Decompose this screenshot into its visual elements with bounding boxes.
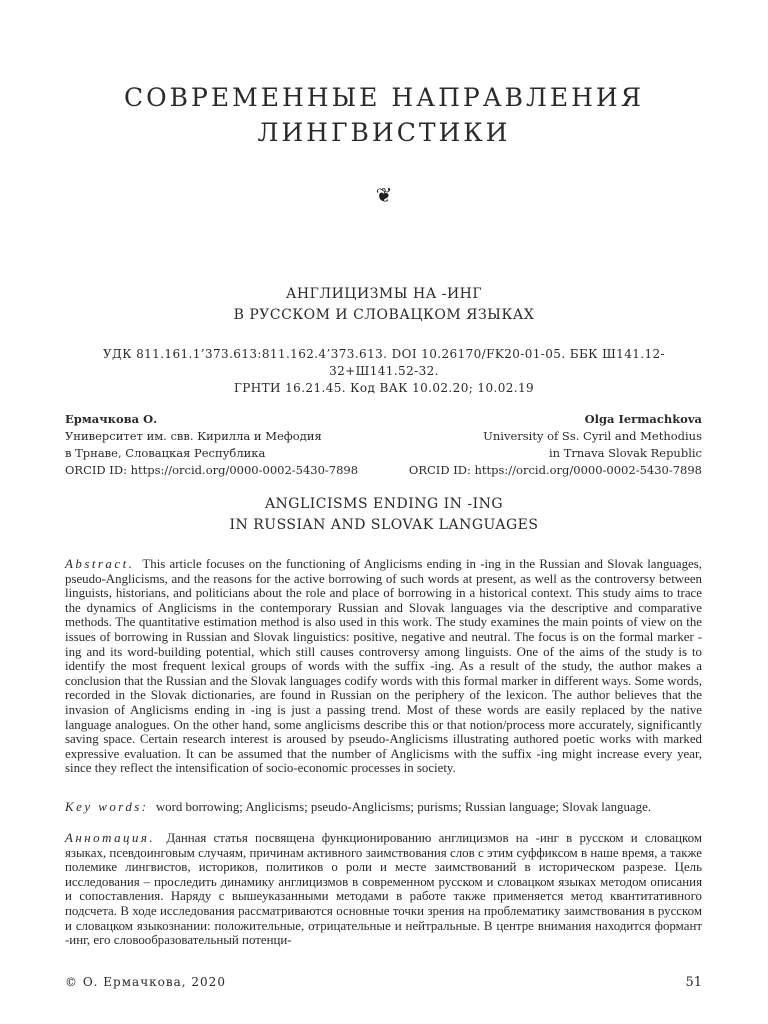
english-title-line-1: ANGLICISMS ENDING IN -ING (264, 496, 504, 512)
journal-title-line-2: ЛИНГВИСТИКИ (257, 118, 511, 147)
abstract-text: This article focuses on the functioning of Anglicisms ending in -ing in the Russian and Slovak languages, pseudo-Anglicisms, and the reasons for the active borrowing of such words at present, as well as the controversy between linguists, historians, and politicians about the role and place of borrowing in a historical context. This study aims to trace the dynamics of Anglicisms in the contemporary Russian and Slovak languages via the descriptive and comparative methods. The quantitative estimation method is also used in this work. The study examines the main points of view on the issues of borrowing in Russian and Slovak linguistics: positive, negative and neutral. The focus is on the formal marker -ing and its word-building potential, which still causes controversy among linguists. One of the aims of the study is to identify the most frequent lexical groups of words with the suffix -ing. As a result of the study, the author makes a conclusion that the Russian and the Slovak languages codify words with this formal marker in different ways. Some words, recorded in the Slovak dictionaries, are found in Russian on the periphery of the lexicon. The author believes that the invasion of Anglicisms ending in -ing is just a passing trend. Most of these words are easily replaced by the native language analogues. On the other hand, some anglicisms describe this or that notion/process more accurately, significantly saving space. Certain research interest is aroused by pseudo-Anglicisms illustrating authored poetic works with marked expressive evaluation. It can be assumed that the number of Anglicisms with the suffix -ing might increase every year, since they reflect the intensification of socio-economic processes in society. (65, 557, 702, 776)
journal-section-title (0, 80, 768, 150)
keywords-label: Key words: (65, 800, 149, 814)
english-title-line-2: IN RUSSIAN AND SLOVAK LANGUAGES (229, 517, 539, 533)
keywords-text: word borrowing; Anglicisms; pseudo-Anglicisms; purisms; Russian language; Slovak language. (155, 800, 652, 814)
abstract-label: Abstract. (65, 557, 135, 571)
author-orcid-en: ORCID ID: https://orcid.org/0000-0002-5430-7898 (408, 463, 702, 477)
classification-codes (64, 346, 704, 397)
annotation-paragraph (65, 831, 702, 948)
annotation-text: Данная статья посвящена функционированию англицизмов на -инг в русском и словацком языках, псевдоинговым случаям, причинам активного заимствования слов с этим суффиксом в наше время, а также полемике лингвистов, историков, политиков о роли и месте заимствований в историческом разрезе. Цель исследования – проследить динамику англицизмов в современном русском и словацком языках методом описания и сопоставления. Наряду с вышеуказанными методами в работе также применяется метод квантитативного подсчета. В ходе исследования рассматриваются основные точки зрения на проблематику заимствования в русском и словацком языкознании: положительные, отрицательные и нейтральные. В центре внимания находится формант -инг, его словообразовательный потенци- (65, 831, 702, 948)
codes-line-1: УДК 811.161.1’373.613:811.162.4’373.613. DOI 10.26170/FK20-01-05. ББК Ш141.12-32+Ш141.52-32. (102, 347, 666, 378)
author-orcid-ru: ORCID ID: https://orcid.org/0000-0002-5430-7898 (65, 463, 359, 477)
author-affiliation-ru-2: в Трнаве, Словацкая Республика (65, 446, 266, 460)
ornament-icon: ❦ (375, 183, 393, 207)
copyright-footer: © О. Ермачкова, 2020 (65, 975, 226, 989)
author-name-en: Olga Iermachkova (584, 412, 702, 426)
keywords-paragraph (65, 800, 702, 815)
english-title (0, 494, 768, 536)
author-info-en (400, 411, 702, 479)
author-affiliation-ru-1: Университет им. свв. Кирилла и Мефодия (65, 429, 322, 443)
article-title (0, 284, 768, 326)
author-affiliation-en-2: in Trnava Slovak Republic (548, 446, 702, 460)
codes-line-2: ГРНТИ 16.21.45. Код ВАК 10.02.20; 10.02.19 (233, 381, 535, 395)
author-info-ru (65, 411, 395, 479)
abstract-paragraph (65, 557, 702, 776)
page-number: 51 (685, 975, 702, 990)
journal-title-line-1: СОВРЕМЕННЫЕ НАПРАВЛЕНИЯ (124, 83, 644, 112)
annotation-label: Аннотация. (65, 831, 156, 845)
author-affiliation-en-1: University of Ss. Cyril and Methodius (483, 429, 702, 443)
article-title-line-1: АНГЛИЦИЗМЫ НА -ИНГ (285, 286, 483, 302)
article-title-line-2: В РУССКОМ И СЛОВАЦКОМ ЯЗЫКАХ (233, 307, 535, 323)
author-name-ru: Ермачкова О. (65, 412, 158, 426)
